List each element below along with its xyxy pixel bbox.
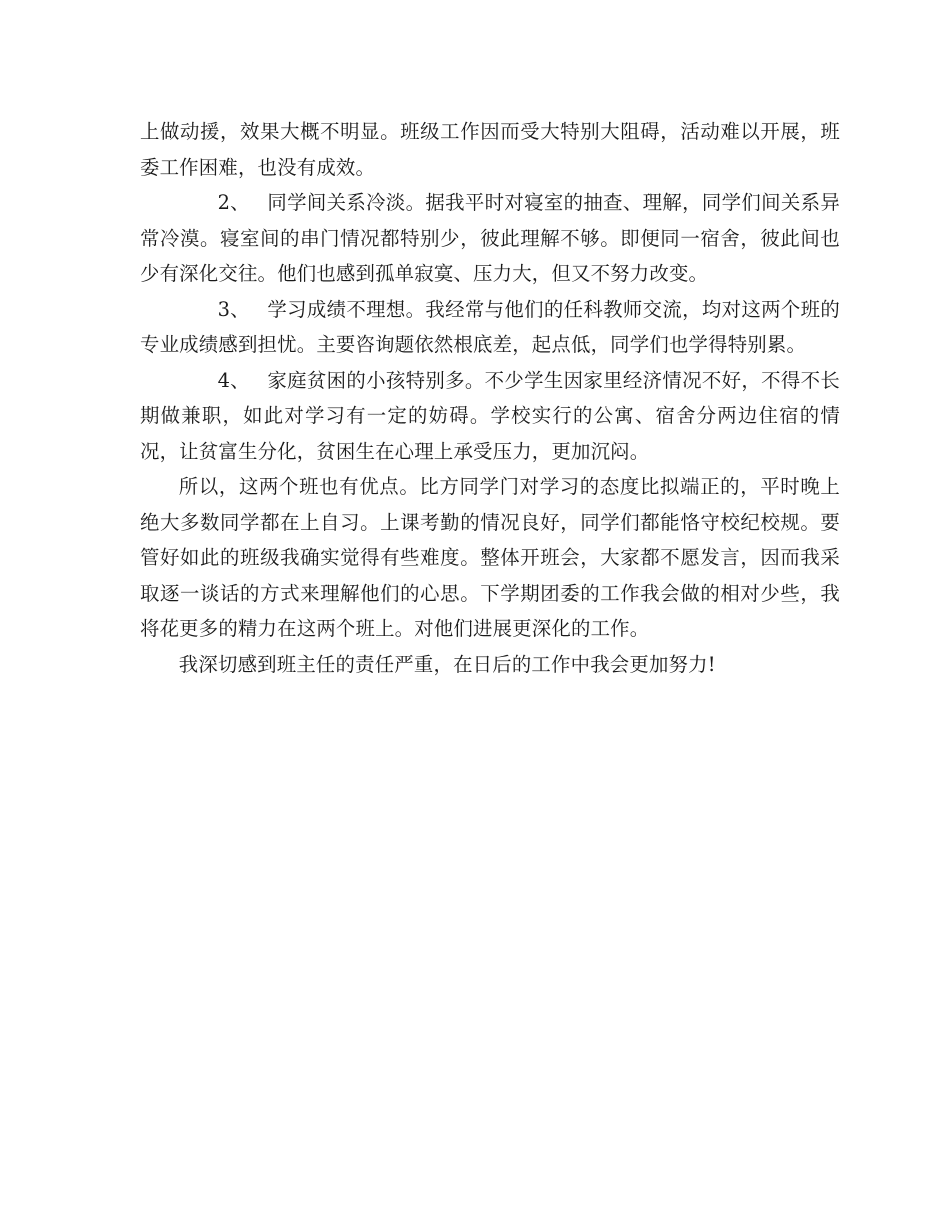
paragraph-text: 上做动援，效果大概不明显。班级工作因而受大特别大阻碍，活动难以开展，班委工作困难，也没有成效。 (140, 120, 840, 179)
paragraph-text: 我深切感到班主任的责任严重，在日后的工作中我会更加努力! (178, 652, 716, 676)
paragraph-continued (140, 114, 840, 185)
item-number: 2、 (217, 191, 250, 214)
paragraph-conclusion (140, 647, 840, 683)
document-body (140, 114, 840, 682)
paragraph-item-2 (140, 185, 840, 292)
item-number: 3、 (217, 297, 250, 321)
item-number: 4、 (217, 368, 250, 392)
paragraph-item-4 (140, 363, 840, 470)
paragraph-item-3 (140, 292, 840, 363)
paragraph-text: 同学间关系冷淡。据我平时对寝室的抽查、理解，同学们间关系异常冷漠。寝室间的串门情况都特别少，彼此理解不够。即便同一宿舍，彼此间也少有深化交往。他们也感到孤单寂寞、压力大，但又不努力改变。 (140, 191, 840, 285)
paragraph-strengths (140, 469, 840, 647)
paragraph-text: 所以，这两个班也有优点。比方同学门对学习的态度比拟端正的，平时晚上绝大多数同学都在上自习。上课考勤的情况良好，同学们都能恪守校纪校规。要管好如此的班级我确实觉得有些难度。整体开班会，大家都不愿发言，因而我采取逐一谈话的方式来理解他们的心思。下学期团委的工作我会做的相对少些，我将花更多的精力在这两个班上。对他们进展更深化的工作。 (140, 475, 840, 640)
paragraph-text: 家庭贫困的小孩特别多。不少学生因家里经济情况不好，不得不长期做兼职，如此对学习有一定的妨碍。学校实行的公寓、宿舍分两边住宿的情况，让贫富生分化，贫困生在心理上承受压力，更加沉闷。 (140, 368, 840, 463)
paragraph-text: 学习成绩不理想。我经常与他们的任科教师交流，均对这两个班的专业成绩感到担忧。主要咨询题依然根底差，起点低，同学们也学得特别累。 (140, 297, 840, 356)
